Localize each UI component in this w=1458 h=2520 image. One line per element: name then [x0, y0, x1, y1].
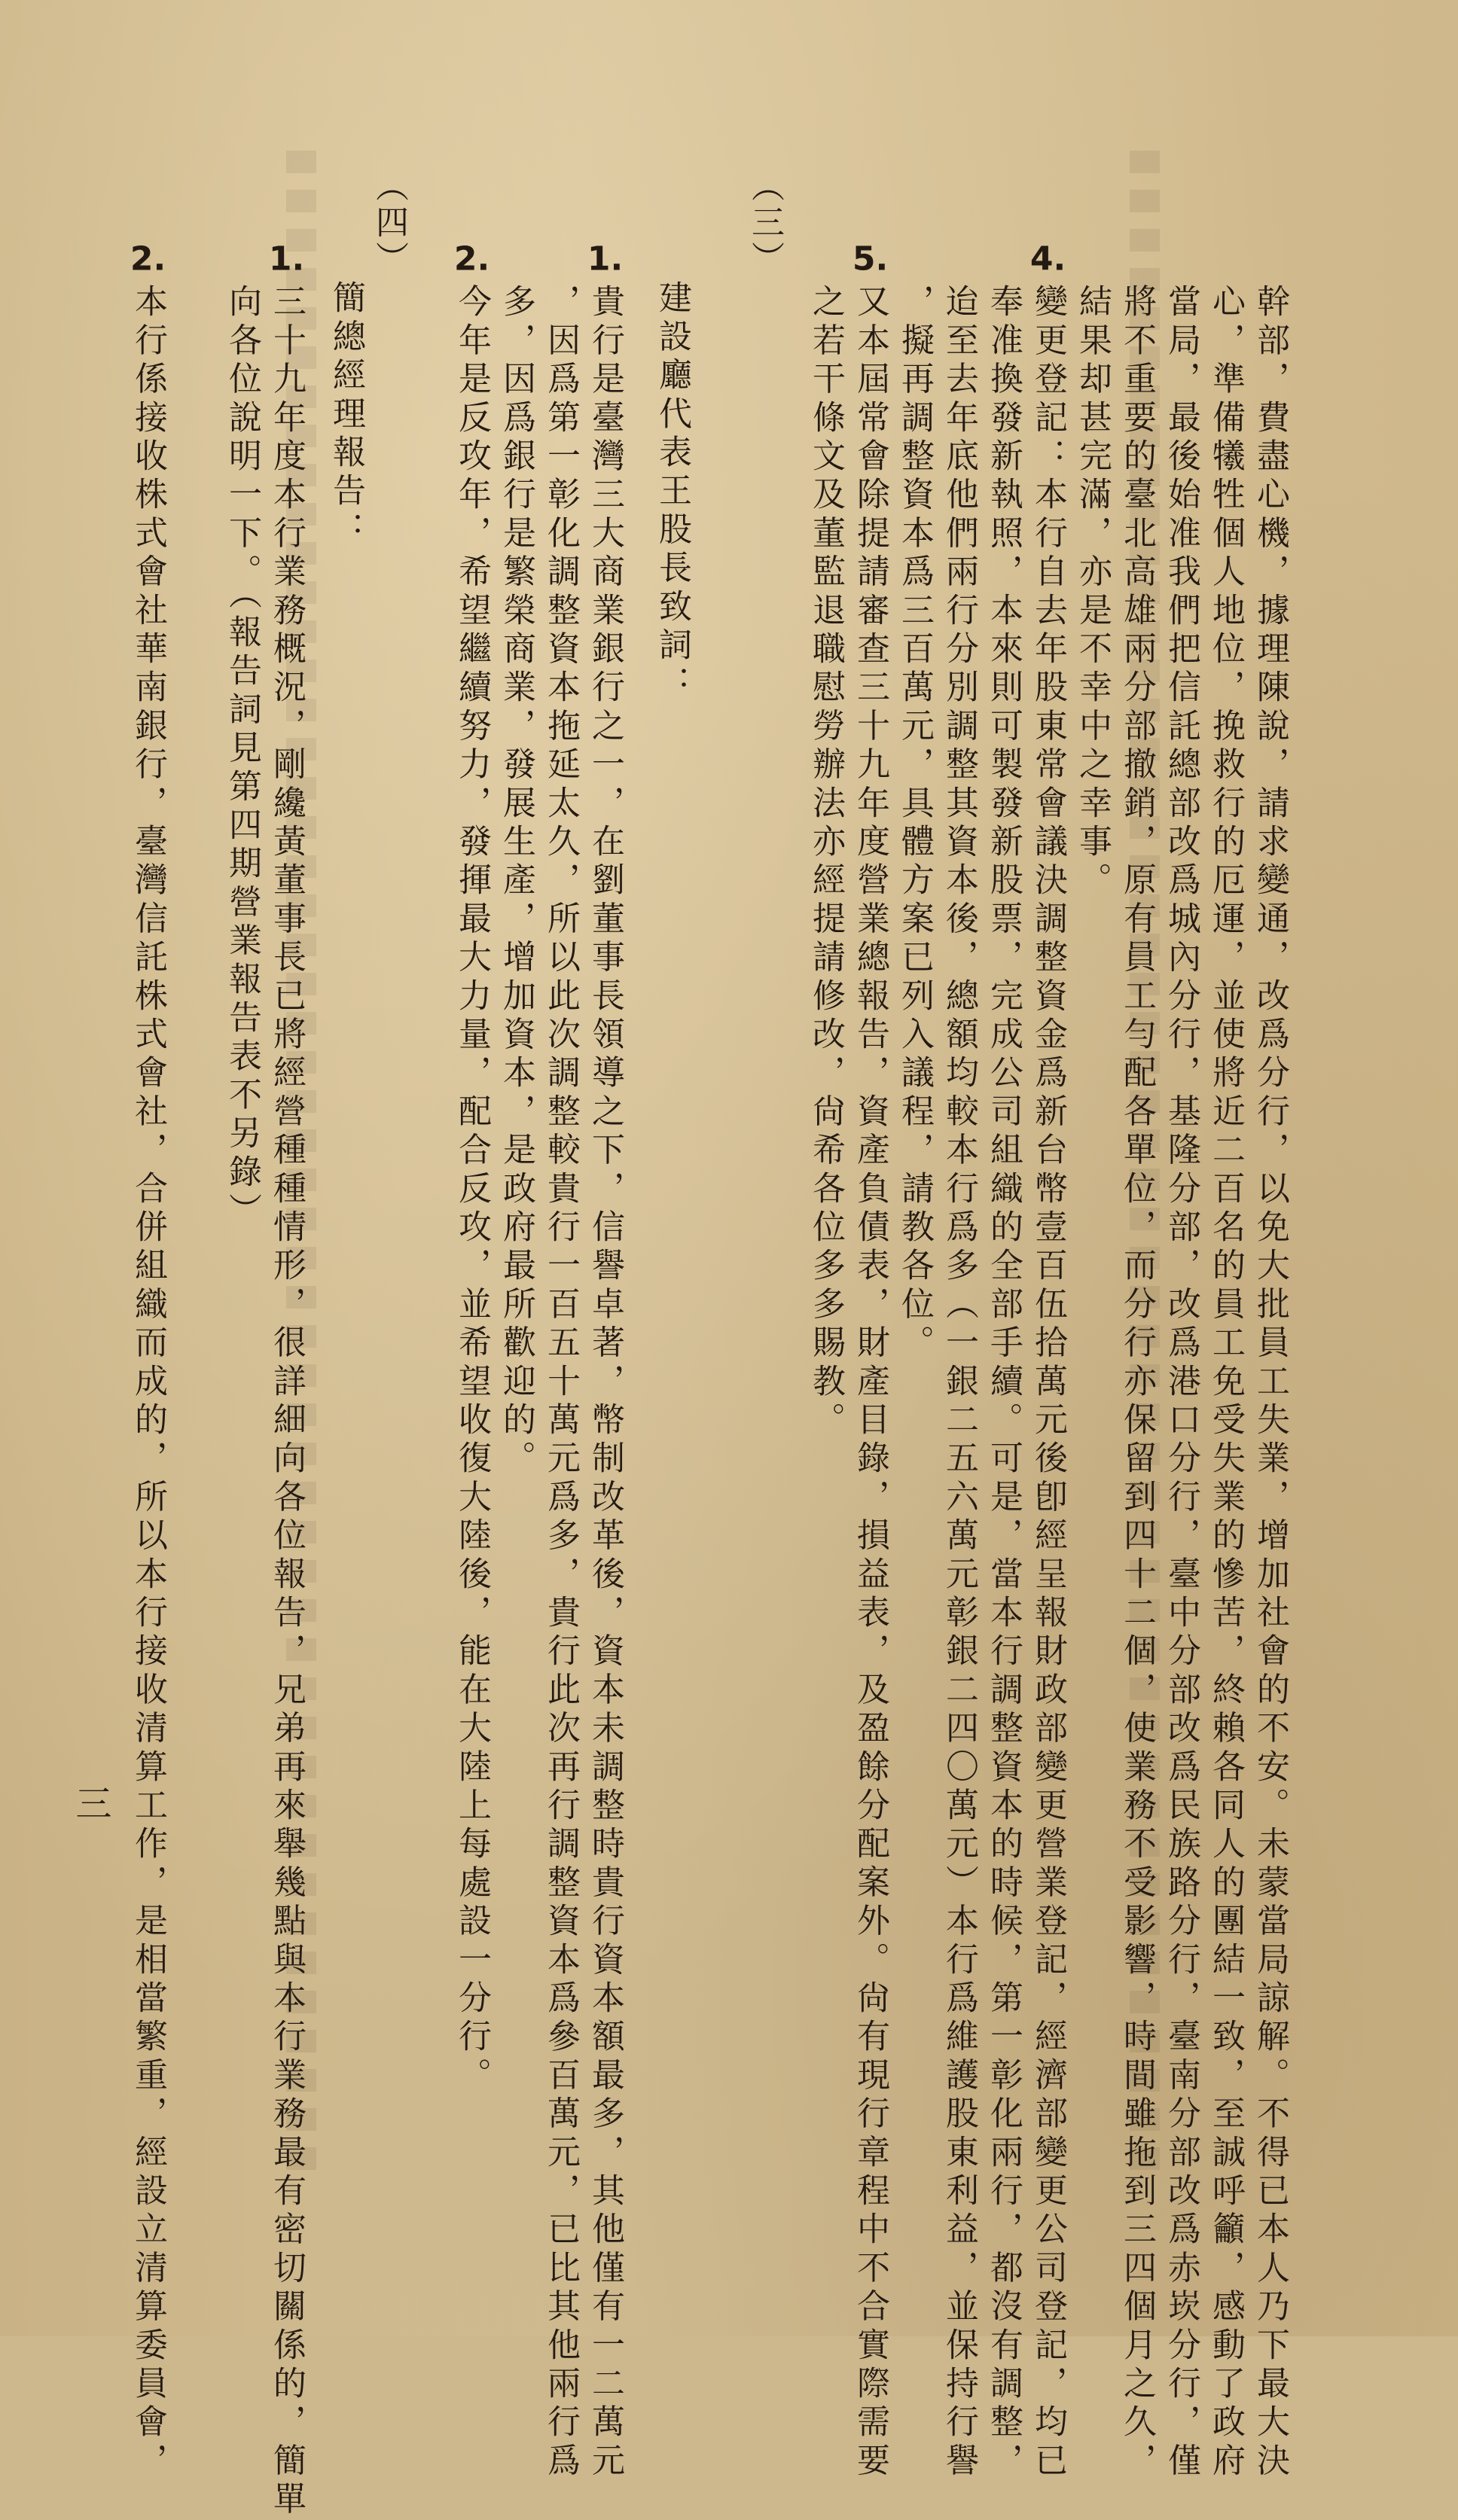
item-2-number: 2.: [130, 242, 166, 276]
text-column-10: 又本屆常會除提請審查三十九年度營業總報告，資產負債表，財產目錄，損益表，及盈餘分配案外。尙有現行章程中不合實際需要: [851, 284, 889, 2482]
text-column-5: 結果却甚完滿，亦是不幸中之幸事。: [1073, 284, 1112, 901]
text-column-15: 多，因爲銀行是繁榮商業，發展生產，增加資本，是政府最所歡迎的。: [497, 284, 535, 1479]
text-column-6: 變更登記：本行自去年股東常會議決調整資金爲新台幣壹百伍拾萬元後卽經呈報財政部變更營業登記，經濟部變更公司登記，均已: [1029, 284, 1067, 2482]
text-column-2: 心，準備犧牲個人地位，挽救行的厄運，並使將近二百名的員工免受失業的慘苦，終賴各同人的團結一致，至誠呼籲，感動了政府: [1206, 284, 1245, 2482]
text-column-19: 向各位說明一下。（報告詞見第四期營業報告表不另錄）: [223, 284, 261, 1231]
page-number: 三: [69, 1784, 111, 1821]
text-column-18: 三十九年度本行業務概況，剛纔黃董事長已將經營種種情形，很詳細向各位報告，兄弟再來舉幾點與本行業務最有密切關係的，簡單: [267, 284, 306, 2520]
item-1-number: 1.: [587, 242, 624, 276]
item-4-number: 4.: [1029, 242, 1066, 276]
section-3-heading: （三）: [746, 169, 784, 277]
item-5-number: 5.: [852, 242, 889, 276]
section-4-heading: （四）: [370, 169, 408, 277]
text-column-4: 將不重要的臺北高雄兩分部撤銷，原有員工勻配各單位，而分行亦保留到四十二個，使業務不受影響，時間雖拖到三四個月之久，: [1118, 284, 1156, 2482]
text-column-8: 迨至去年底他們兩行分別調整其資本後，總額均較本行爲多（一銀二五六萬元彰銀二四〇萬元）本行爲維護股東利益，並保持行譽: [940, 284, 978, 2482]
text-column-12: 建設廳代表王股長致詞：: [653, 280, 691, 705]
text-column-17: 簡總經理報告：: [327, 280, 365, 550]
item-1-number: 1.: [268, 242, 305, 276]
text-column-3: 當局，最後始准我們把信託總部改爲城內分行，基隆分部，改爲港口分行，臺中分部改爲民族路分行，臺南分部改爲赤崁分行，僅: [1162, 284, 1200, 2482]
text-column-13: 貴行是臺灣三大商業銀行之一，在劉董事長領導之下，信譽卓著，幣制改革後，資本未調整時貴行資本額最多，其他僅有一二萬元: [586, 284, 624, 2482]
text-column-1: 幹部，費盡心機，據理陳說，請求變通，改爲分行，以免大批員工失業，增加社會的不安。未蒙當局諒解。不得已本人乃下最大決: [1251, 284, 1289, 2482]
text-column-11: 之若干條文及董監退職慰勞辦法亦經提請修改，尙希各位多多賜教。: [807, 284, 845, 1440]
item-2-number: 2.: [453, 242, 490, 276]
text-column-14: ，因爲第一彰化調整資本拖延太久，所以此次調整較貴行一百五十萬元爲多，貴行此次再行調整資本爲參百萬元，已比其他兩行爲: [541, 284, 580, 2482]
text-column-20: 本行係接收株式會社華南銀行，臺灣信託株式會社，合併組織而成的，所以本行接收清算工作，是相當繁重，經設立清算委員會，: [129, 284, 167, 2482]
text-column-16: 今年是反攻年，希望繼續努力，發揮最大力量，配合反攻，並希望收復大陸後，能在大陸上每處設一分行。: [453, 284, 491, 2096]
text-column-7: 奉准換發新執照，本來則可製發新股票，完成公司組織的全部手續。可是，當本行調整資本的時候，第一彰化兩行，都沒有調整，: [984, 284, 1023, 2482]
text-column-9: ，擬再調整資本爲三百萬元，具體方案已列入議程，請教各位。: [895, 284, 934, 1364]
